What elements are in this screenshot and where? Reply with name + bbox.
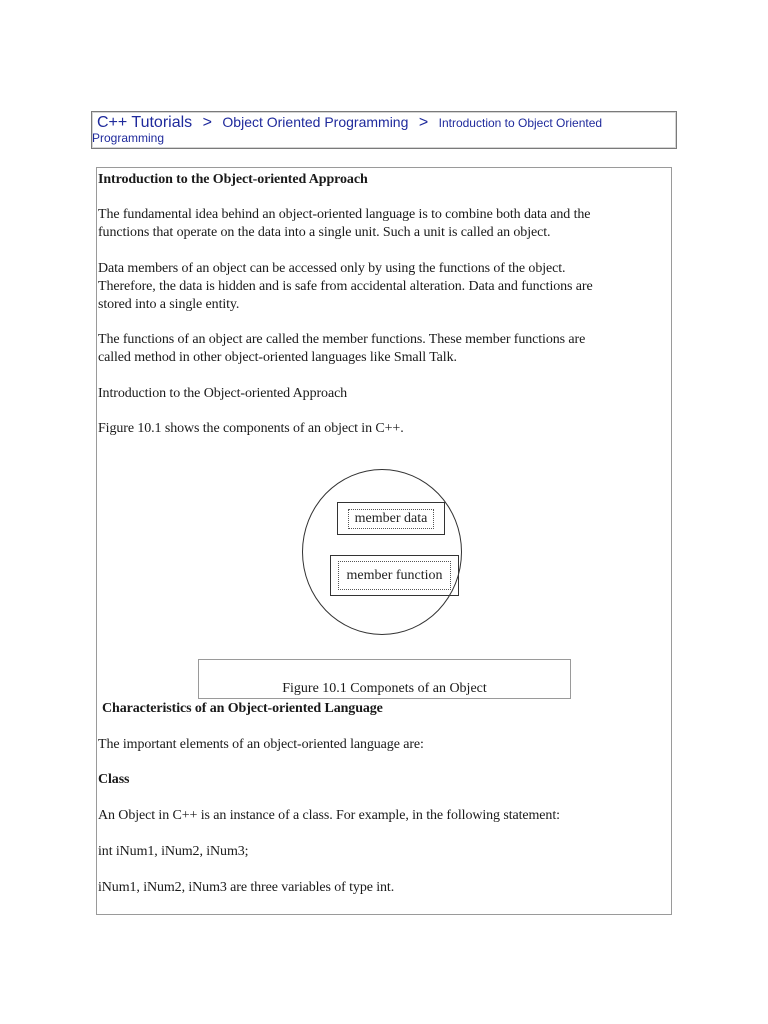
breadcrumb-line bbox=[92, 115, 676, 131]
code-line: int iNum1, iNum2, iNum3; bbox=[98, 844, 249, 859]
breadcrumb-separator: > bbox=[418, 114, 429, 131]
figure-caption-box bbox=[198, 659, 571, 699]
paragraph: The functions of an object are called the member functions. These member functions are bbox=[98, 332, 586, 347]
member-function-label: member function bbox=[338, 561, 451, 590]
breadcrumb-link-intro-oop-continued[interactable]: Programming bbox=[92, 131, 165, 145]
breadcrumb-link-oop[interactable]: Object Oriented Programming bbox=[222, 114, 409, 130]
paragraph: The fundamental idea behind an object-oriented language is to combine both data and the bbox=[98, 207, 591, 222]
subsection-heading: Class bbox=[98, 772, 130, 787]
breadcrumb-link-intro-oop[interactable]: Introduction to Object Oriented bbox=[438, 116, 603, 130]
paragraph: iNum1, iNum2, iNum3 are three variables of type int. bbox=[98, 880, 395, 895]
breadcrumb bbox=[91, 111, 677, 149]
member-function-box bbox=[330, 555, 459, 596]
object-diagram-circle bbox=[302, 469, 462, 635]
member-data-label: member data bbox=[348, 509, 434, 529]
breadcrumb-link-cpp-tutorials[interactable]: C++ Tutorials bbox=[97, 114, 193, 131]
paragraph: Therefore, the data is hidden and is safe from accidental alteration. Data and functions are bbox=[98, 279, 593, 294]
paragraph: functions that operate on the data into a single unit. Such a unit is called an object. bbox=[98, 225, 551, 240]
paragraph: Data members of an object can be accessed only by using the functions of the object. bbox=[98, 261, 566, 276]
section-heading: Introduction to the Object-oriented Approach bbox=[98, 172, 368, 187]
figure-caption: Figure 10.1 Componets of an Object bbox=[282, 681, 487, 696]
paragraph: stored into a single entity. bbox=[98, 297, 240, 312]
breadcrumb-separator: > bbox=[202, 114, 212, 131]
paragraph: called method in other object-oriented languages like Small Talk. bbox=[98, 350, 457, 365]
paragraph: An Object in C++ is an instance of a class. For example, in the following statement: bbox=[98, 808, 560, 823]
paragraph: The important elements of an object-oriented language are: bbox=[98, 737, 424, 752]
member-data-box bbox=[337, 502, 445, 535]
paragraph: Figure 10.1 shows the components of an object in C++. bbox=[98, 421, 404, 436]
paragraph: Introduction to the Object-oriented Approach bbox=[98, 386, 348, 401]
section-heading: Characteristics of an Object-oriented Language bbox=[102, 701, 383, 716]
